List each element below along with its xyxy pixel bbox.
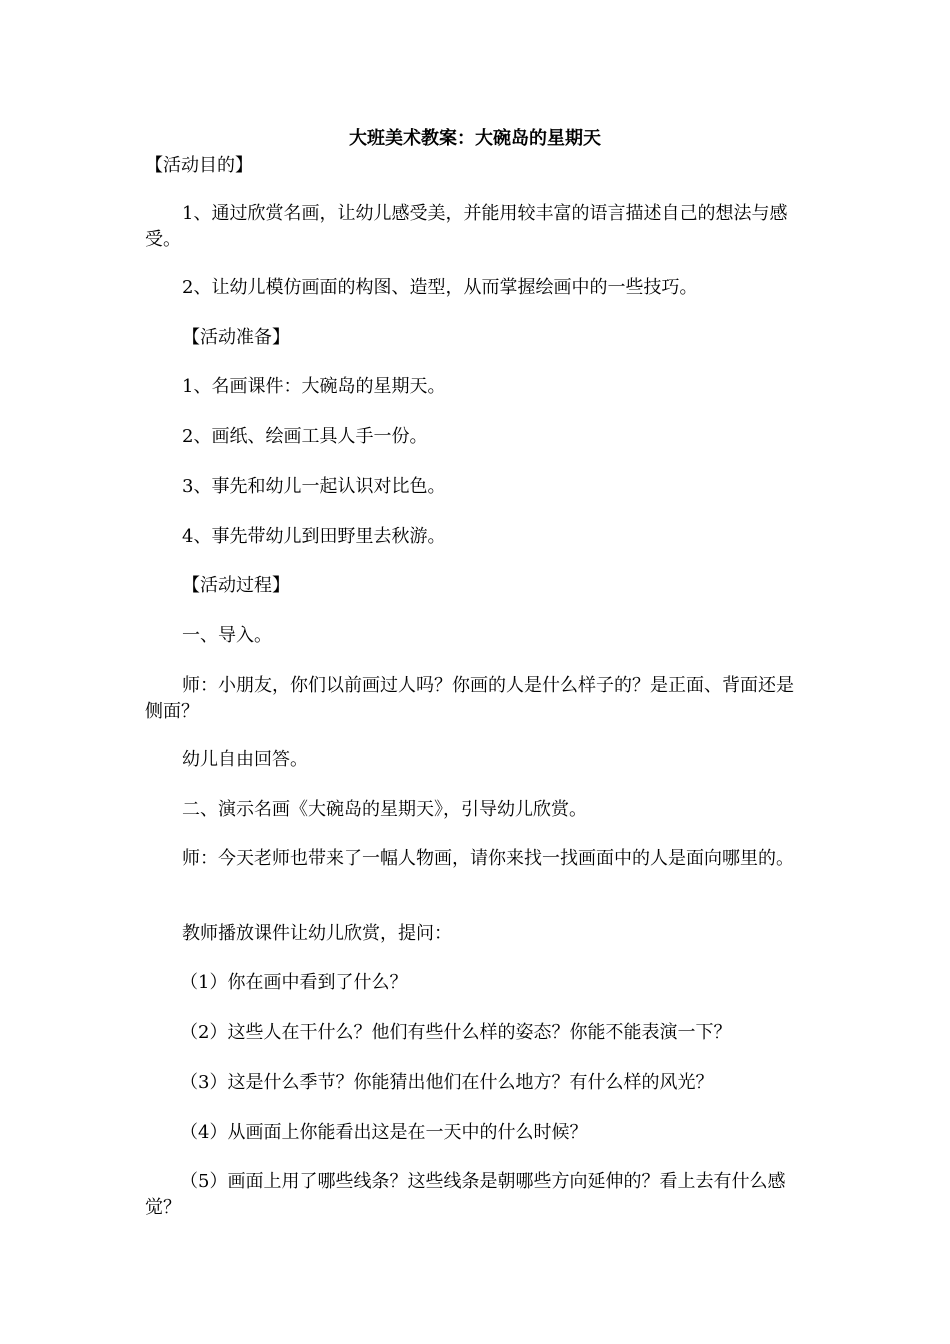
question-4: （4）从画面上你能看出这是在一天中的什么时候？ (180, 1122, 588, 1143)
document-title: 大班美术教案：大碗岛的星期天 (349, 128, 601, 149)
teacher-play-prompt: 教师播放课件让幼儿欣赏，提问： (182, 923, 452, 944)
question-1: （1）你在画中看到了什么？ (180, 972, 408, 993)
section-heading-process: 【活动过程】 (182, 575, 290, 596)
child-answer: 幼儿自由回答。 (182, 749, 308, 770)
section-heading-prep: 【活动准备】 (182, 327, 290, 348)
question-5: （5）画面上用了哪些线条？这些线条是朝哪些方向延伸的？看上去有什么感觉？ (145, 1171, 786, 1218)
teacher-question-2: 师：今天老师也带来了一幅人物画，请你来找一找画面中的人是面向哪里的。 (182, 848, 794, 869)
process-step-1: 一、导入。 (182, 625, 272, 646)
question-3: （3）这是什么季节？你能猜出他们在什么地方？有什么样的风光？ (180, 1072, 714, 1093)
prep-item-1: 1、名画课件：大碗岛的星期天。 (182, 376, 446, 397)
prep-item-3: 3、事先和幼儿一起认识对比色。 (182, 476, 446, 497)
question-2: （2）这些人在干什么？他们有些什么样的姿态？你能不能表演一下？ (180, 1022, 732, 1043)
prep-item-4: 4、事先带幼儿到田野里去秋游。 (182, 526, 446, 547)
process-step-2: 二、演示名画《大碗岛的星期天》，引导幼儿欣赏。 (182, 799, 587, 820)
goal-item-2: 2、让幼儿模仿画面的构图、造型，从而掌握绘画中的一些技巧。 (182, 277, 698, 298)
teacher-question-1: 师：小朋友，你们以前画过人吗？你画的人是什么样子的？是正面、背面还是侧面？ (145, 675, 794, 722)
goal-item-1: 1、通过欣赏名画，让幼儿感受美，并能用较丰富的语言描述自己的想法与感受。 (145, 203, 788, 250)
section-heading-goal: 【活动目的】 (145, 155, 253, 176)
prep-item-2: 2、画纸、绘画工具人手一份。 (182, 426, 428, 447)
